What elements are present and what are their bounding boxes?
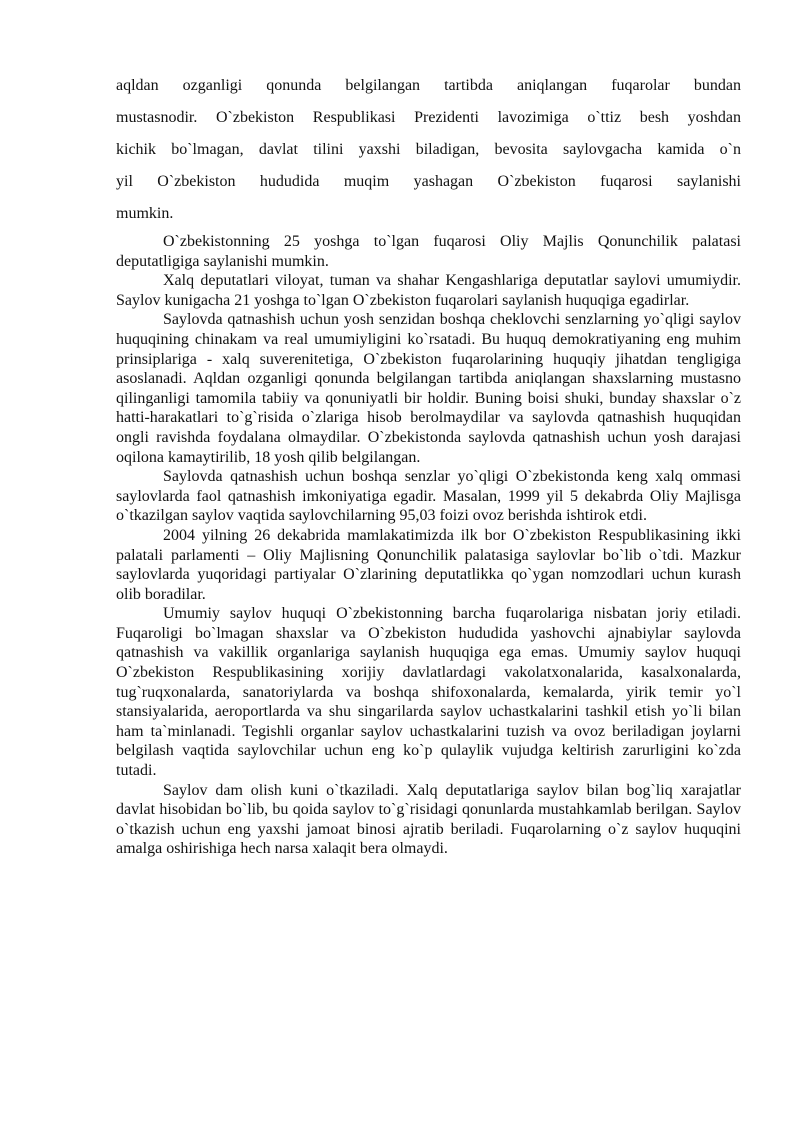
intro-line: kichik bo`lmagan, davlat tilini yaxshi biladigan, bevosita saylovgacha kamida o`n bbox=[116, 141, 741, 158]
paragraph: O`zbekistonning 25 yoshga to`lgan fuqarosi Oliy Majlis Qonunchilik palatasi deputatligiga saylanishi mumkin. bbox=[116, 233, 741, 270]
intro-line: yil O`zbekiston hududida muqim yashagan O`zbekiston fuqarosi saylanishi bbox=[116, 173, 741, 190]
paragraph: 2004 yilning 26 dekabrida mamlakatimizda ilk bor O`zbekiston Respublikasining ikki palatali parlamenti – Oliy Majlisning Qonunchilik palatasiga saylovlar bo`lib o`tdi. Mazkur saylovlarda yuqoridagi partiyalar O`zlarining deputatlikka qo`ygan nomzodlari uchun kurash olib boradilar. bbox=[116, 526, 741, 603]
paragraph: Umumiy saylov huquqi O`zbekistonning barcha fuqarolariga nisbatan joriy etiladi. Fuqaroligi bo`lmagan shaxslar va O`zbekiston hududida yashovchi ajnabiylar saylovda qatnashish va vakillik organlariga saylanish huquqiga ega emas. Umumiy saylov huquqi O`zbekiston Respublikasining xorijiy davlatlardagi vakolatxonalarida, kasalxonalarda, tug`ruqxonalarda, sanatoriylarda va boshqa shifoxonalarda, kemalarda, yirik temir yo`l stansiyalarida, aeroportlarda va shu singarilarda saylov uchastkalarini tashkil etish yo`li bilan ham ta`minlanadi. Tegishli organlar saylov uchastkalarini tuzish va ovoz beriladigan joylarni belgilash vaqtida saylovchilar uchun eng ko`p qulaylik vujudga keltirish zarurligini ko`zda tutadi. bbox=[116, 605, 741, 780]
intro-line: mumkin. bbox=[116, 205, 174, 222]
body-text bbox=[116, 232, 741, 859]
document-page bbox=[116, 70, 741, 859]
paragraph: Saylov dam olish kuni o`tkaziladi. Xalq deputatlariga saylov bilan bog`liq xarajatlar davlat hisobidan bo`lib, bu qoida saylov to`g`risidagi qonunlarda mustahkamlab berilgan. Saylov o`tkazish uchun eng yaxshi jamoat binosi ajratib beriladi. Fuqarolarning o`z saylov huquqini amalga oshirishiga hech narsa xalaqit bera olmaydi. bbox=[116, 781, 741, 858]
paragraph: Saylovda qatnashish uchun boshqa senzlar yo`qligi O`zbekistonda keng xalq ommasi saylovlarda faol qatnashish imkoniyatiga egadir. Masalan, 1999 yil 5 dekabrda Oliy Majlisga o`tkazilgan saylov vaqtida saylovchilarning 95,03 foizi ovoz berishda ishtirok etdi. bbox=[116, 468, 741, 525]
paragraph: Saylovda qatnashish uchun yosh senzidan boshqa cheklovchi senzlarning yo`qligi saylov huquqining chinakam va real umumiyligini ko`rsatadi. Bu huquq demokratiyaning eng muhim prinsiplariga - xalq suverenitetiga, O`zbekiston fuqarolarining huquqiy jihatdan tengligiga asoslanadi. Aqldan ozganligi qonunda belgilangan tartibda aniqlangan shaxslarning mustasno qilinganligi tamomila tabiiy va qonuniyatli bir holdir. Buning boisi shuki, bunday shaxslar o`z hatti-harakatlari to`g`risida o`zlariga hisob berolmaydilar va saylovda qatnashish huquqidan ongli ravishda foydalana olmaydilar. O`zbekistonda saylovda qatnashish uchun yosh darajasi oqilona kamaytirilib, 18 yosh qilib belgilangan. bbox=[116, 311, 741, 466]
intro-line: mustasnodir. O`zbekiston Respublikasi Prezidenti lavozimiga o`ttiz besh yoshdan bbox=[116, 109, 741, 126]
intro-line: aqldan ozganligi qonunda belgilangan tartibda aniqlangan fuqarolar bundan bbox=[116, 77, 741, 94]
intro-block bbox=[116, 70, 741, 230]
paragraph: Xalq deputatlari viloyat, tuman va shahar Kengashlariga deputatlar saylovi umumiydir. Saylov kunigacha 21 yoshga to`lgan O`zbekiston fuqarolari saylanish huquqiga egadirlar. bbox=[116, 272, 741, 309]
